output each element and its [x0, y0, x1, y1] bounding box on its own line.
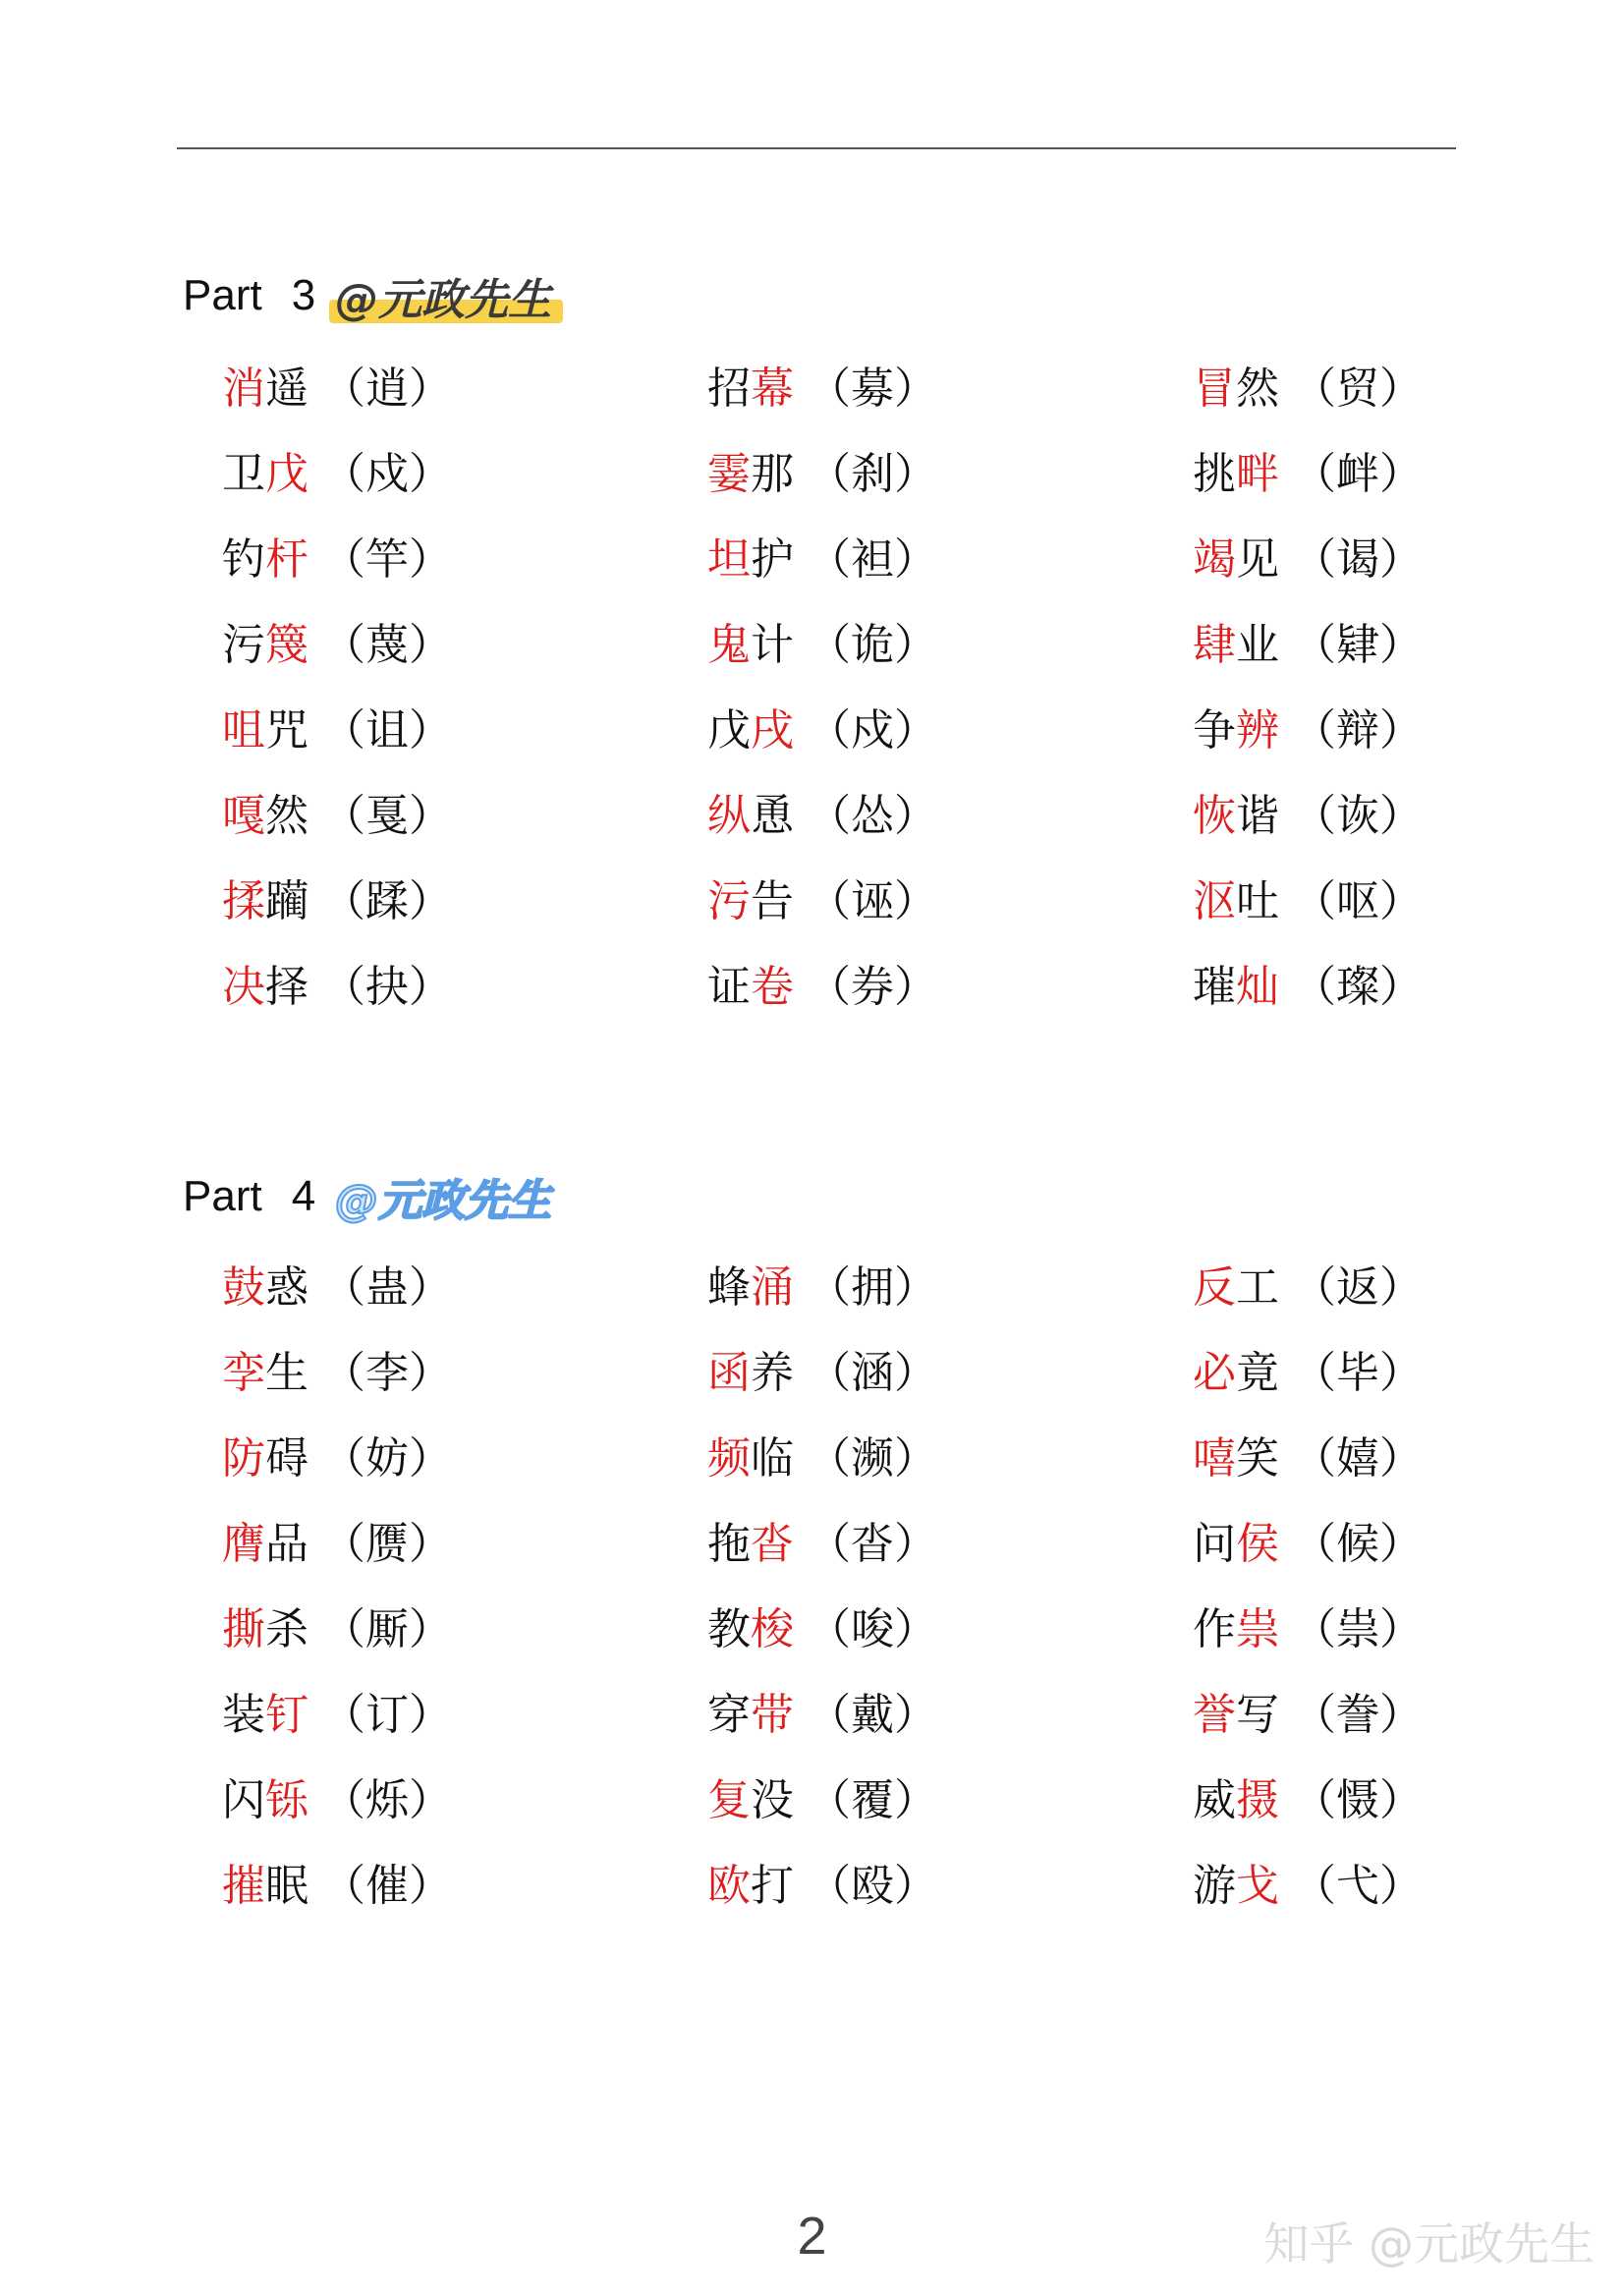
word-entry — [707, 1672, 1193, 1758]
misspelled-char: 涌 — [751, 1262, 794, 1313]
misspelled-char: 反 — [1193, 1262, 1236, 1313]
word-char: 躏 — [265, 876, 308, 926]
word-entry — [1193, 859, 1460, 944]
word-entry — [1193, 517, 1460, 602]
word-entry — [1193, 688, 1460, 773]
word-char: 惑 — [265, 1262, 308, 1313]
word-char: 打 — [751, 1861, 794, 1911]
word-entry — [1193, 944, 1460, 1030]
misspelled-char: 誉 — [1193, 1690, 1236, 1740]
misspelled-char: 撕 — [222, 1604, 265, 1654]
correct-char: （诬） — [808, 876, 937, 926]
misspelled-char: 坦 — [707, 534, 751, 585]
correct-char: （贸） — [1293, 364, 1423, 414]
correct-char: （返） — [1293, 1262, 1423, 1313]
misspelled-char: 侯 — [1236, 1519, 1279, 1569]
correct-char: （衅） — [1293, 449, 1423, 499]
word-entry — [707, 773, 1193, 859]
correct-char: （毕） — [1293, 1348, 1423, 1398]
misspelled-char: 卷 — [751, 962, 794, 1012]
correct-char: （订） — [322, 1690, 452, 1740]
word-char: 拖 — [707, 1519, 751, 1569]
word-char: 谐 — [1236, 791, 1279, 841]
word-char: 写 — [1236, 1690, 1279, 1740]
misspelled-char: 摄 — [1236, 1775, 1279, 1825]
word-char: 然 — [265, 791, 308, 841]
word-char: 挑 — [1193, 449, 1236, 499]
word-char: 业 — [1236, 620, 1279, 670]
misspelled-char: 竭 — [1193, 534, 1236, 585]
correct-char: （戴） — [808, 1690, 937, 1740]
word-char: 碍 — [265, 1433, 308, 1484]
word-entry — [222, 1245, 707, 1330]
word-char: 穿 — [707, 1690, 751, 1740]
word-entry — [222, 944, 707, 1030]
correct-char: （辩） — [1293, 705, 1423, 756]
correct-char: （逍） — [322, 364, 452, 414]
word-char: 眠 — [265, 1861, 308, 1911]
word-entry — [222, 773, 707, 859]
part-4-header — [183, 1162, 557, 1231]
word-char: 吐 — [1236, 876, 1279, 926]
correct-char: （诡） — [808, 620, 937, 670]
misspelled-char: 决 — [222, 962, 265, 1012]
word-char: 择 — [265, 962, 308, 1012]
word-entry — [222, 431, 707, 517]
word-entry — [707, 1843, 1193, 1929]
word-char: 戊 — [707, 705, 751, 756]
correct-char: （催） — [322, 1861, 452, 1911]
part-number: 3 — [291, 271, 316, 319]
word-entry — [707, 1330, 1193, 1416]
author-tag: @元政先生 — [329, 264, 557, 327]
misspelled-char: 戈 — [1236, 1861, 1279, 1911]
misspelled-char: 梭 — [751, 1604, 794, 1654]
misspelled-char: 揉 — [222, 876, 265, 926]
word-entry — [707, 1245, 1193, 1330]
correct-char: （拥） — [808, 1262, 937, 1313]
correct-char: （怂） — [808, 791, 937, 841]
part-number: 4 — [291, 1172, 316, 1220]
top-rule — [177, 147, 1456, 149]
word-char: 工 — [1236, 1262, 1279, 1313]
page-number: 2 — [797, 2207, 827, 2266]
word-entry — [707, 346, 1193, 431]
word-entry — [707, 1758, 1193, 1843]
correct-char: （祟） — [1293, 1604, 1423, 1654]
word-char: 问 — [1193, 1519, 1236, 1569]
correct-char: （璨） — [1293, 962, 1423, 1012]
correct-char: （嬉） — [1293, 1433, 1423, 1484]
misspelled-char: 咀 — [222, 705, 265, 756]
word-char: 告 — [751, 876, 794, 926]
correct-char: （濒） — [808, 1433, 937, 1484]
word-char: 闪 — [222, 1775, 265, 1825]
misspelled-char: 杆 — [265, 534, 308, 585]
word-entry — [222, 517, 707, 602]
correct-char: （券） — [808, 962, 937, 1012]
misspelled-char: 肆 — [1193, 620, 1236, 670]
word-entry — [707, 602, 1193, 688]
word-char: 游 — [1193, 1861, 1236, 1911]
misspelled-char: 欧 — [707, 1861, 751, 1911]
correct-char: （竿） — [322, 534, 452, 585]
word-char: 那 — [751, 449, 794, 499]
correct-char: （李） — [322, 1348, 452, 1398]
word-char: 遥 — [265, 364, 308, 414]
part-3-word-grid — [222, 346, 1460, 1030]
correct-char: （诅） — [322, 705, 452, 756]
word-char: 恿 — [751, 791, 794, 841]
word-entry — [1193, 773, 1460, 859]
correct-char: （覆） — [808, 1775, 937, 1825]
word-char: 生 — [265, 1348, 308, 1398]
correct-char: （弋） — [1293, 1861, 1423, 1911]
misspelled-char: 复 — [707, 1775, 751, 1825]
misspelled-char: 孪 — [222, 1348, 265, 1398]
correct-char: （戛） — [322, 791, 452, 841]
word-char: 教 — [707, 1604, 751, 1654]
misspelled-char: 戌 — [751, 705, 794, 756]
author-tag: @元政先生 — [335, 1176, 552, 1226]
word-entry — [707, 431, 1193, 517]
correct-char: （候） — [1293, 1519, 1423, 1569]
word-char: 争 — [1193, 705, 1236, 756]
word-entry — [707, 1416, 1193, 1501]
word-entry — [1193, 346, 1460, 431]
misspelled-char: 鬼 — [707, 620, 751, 670]
word-char: 咒 — [265, 705, 308, 756]
word-char: 招 — [707, 364, 751, 414]
correct-char: （厮） — [322, 1604, 452, 1654]
word-entry — [707, 859, 1193, 944]
misspelled-char: 畔 — [1236, 449, 1279, 499]
word-entry — [1193, 1587, 1460, 1672]
correct-char: （抉） — [322, 962, 452, 1012]
misspelled-char: 必 — [1193, 1348, 1236, 1398]
word-char: 蜂 — [707, 1262, 751, 1313]
word-char: 没 — [751, 1775, 794, 1825]
correct-char: （慑） — [1293, 1775, 1423, 1825]
word-entry — [222, 602, 707, 688]
word-entry — [222, 1330, 707, 1416]
correct-char: （蛊） — [322, 1262, 452, 1313]
word-entry — [707, 1587, 1193, 1672]
word-char: 然 — [1236, 364, 1279, 414]
word-entry — [1193, 1501, 1460, 1587]
misspelled-char: 戊 — [265, 449, 308, 499]
word-char: 证 — [707, 962, 751, 1012]
correct-char: （戍） — [322, 449, 452, 499]
correct-char: （唆） — [808, 1604, 937, 1654]
part-label: Part — [183, 271, 262, 319]
word-char: 护 — [751, 534, 794, 585]
word-char: 临 — [751, 1433, 794, 1484]
word-entry — [1193, 1758, 1460, 1843]
misspelled-char: 幕 — [751, 364, 794, 414]
word-char: 卫 — [222, 449, 265, 499]
correct-char: （袒） — [808, 534, 937, 585]
word-entry — [222, 346, 707, 431]
correct-char: （誊） — [1293, 1690, 1423, 1740]
word-char: 见 — [1236, 534, 1279, 585]
word-char: 品 — [265, 1519, 308, 1569]
word-char: 作 — [1193, 1604, 1236, 1654]
word-char: 污 — [222, 620, 265, 670]
part-label: Part — [183, 1172, 262, 1220]
correct-char: （诙） — [1293, 791, 1423, 841]
misspelled-char: 铄 — [265, 1775, 308, 1825]
word-char: 笑 — [1236, 1433, 1279, 1484]
word-entry — [707, 688, 1193, 773]
word-entry — [707, 1501, 1193, 1587]
word-char: 威 — [1193, 1775, 1236, 1825]
misspelled-char: 沓 — [751, 1519, 794, 1569]
word-char: 杀 — [265, 1604, 308, 1654]
misspelled-char: 膺 — [222, 1519, 265, 1569]
part-4-word-grid — [222, 1245, 1460, 1929]
word-entry — [1193, 1416, 1460, 1501]
misspelled-char: 嘻 — [1193, 1433, 1236, 1484]
misspelled-char: 鼓 — [222, 1262, 265, 1313]
misspelled-char: 沤 — [1193, 876, 1236, 926]
misspelled-char: 防 — [222, 1433, 265, 1484]
misspelled-char: 灿 — [1236, 962, 1279, 1012]
correct-char: （蔑） — [322, 620, 452, 670]
misspelled-char: 霎 — [707, 449, 751, 499]
word-char: 竟 — [1236, 1348, 1279, 1398]
word-entry — [1193, 602, 1460, 688]
misspelled-char: 函 — [707, 1348, 751, 1398]
misspelled-char: 频 — [707, 1433, 751, 1484]
misspelled-char: 辨 — [1236, 705, 1279, 756]
correct-char: （呕） — [1293, 876, 1423, 926]
word-entry — [707, 944, 1193, 1030]
correct-char: （刹） — [808, 449, 937, 499]
word-char: 养 — [751, 1348, 794, 1398]
word-entry — [222, 1758, 707, 1843]
word-entry — [222, 859, 707, 944]
part-3-header — [183, 261, 557, 330]
word-entry — [1193, 1245, 1460, 1330]
word-entry — [222, 688, 707, 773]
correct-char: （妨） — [322, 1433, 452, 1484]
correct-char: （赝） — [322, 1519, 452, 1569]
word-char: 计 — [751, 620, 794, 670]
word-entry — [1193, 1672, 1460, 1758]
word-entry — [707, 517, 1193, 602]
word-char: 装 — [222, 1690, 265, 1740]
correct-char: （涵） — [808, 1348, 937, 1398]
misspelled-char: 带 — [751, 1690, 794, 1740]
correct-char: （募） — [808, 364, 937, 414]
word-entry — [222, 1672, 707, 1758]
word-entry — [1193, 1330, 1460, 1416]
correct-char: （戍） — [808, 705, 937, 756]
correct-char: （殴） — [808, 1861, 937, 1911]
word-entry — [222, 1843, 707, 1929]
misspelled-char: 冒 — [1193, 364, 1236, 414]
word-char: 钓 — [222, 534, 265, 585]
correct-char: （烁） — [322, 1775, 452, 1825]
misspelled-char: 纵 — [707, 791, 751, 841]
misspelled-char: 污 — [707, 876, 751, 926]
word-entry — [1193, 1843, 1460, 1929]
correct-char: （沓） — [808, 1519, 937, 1569]
watermark: 知乎 @元政先生 — [1263, 2217, 1595, 2270]
correct-char: （肄） — [1293, 620, 1423, 670]
word-entry — [1193, 431, 1460, 517]
word-entry — [222, 1501, 707, 1587]
misspelled-char: 恢 — [1193, 791, 1236, 841]
word-entry — [222, 1587, 707, 1672]
misspelled-char: 消 — [222, 364, 265, 414]
misspelled-char: 摧 — [222, 1861, 265, 1911]
misspelled-char: 嘎 — [222, 791, 265, 841]
misspelled-char: 篾 — [265, 620, 308, 670]
correct-char: （蹂） — [322, 876, 452, 926]
misspelled-char: 祟 — [1236, 1604, 1279, 1654]
word-entry — [222, 1416, 707, 1501]
misspelled-char: 钉 — [265, 1690, 308, 1740]
word-char: 璀 — [1193, 962, 1236, 1012]
correct-char: （谒） — [1293, 534, 1423, 585]
